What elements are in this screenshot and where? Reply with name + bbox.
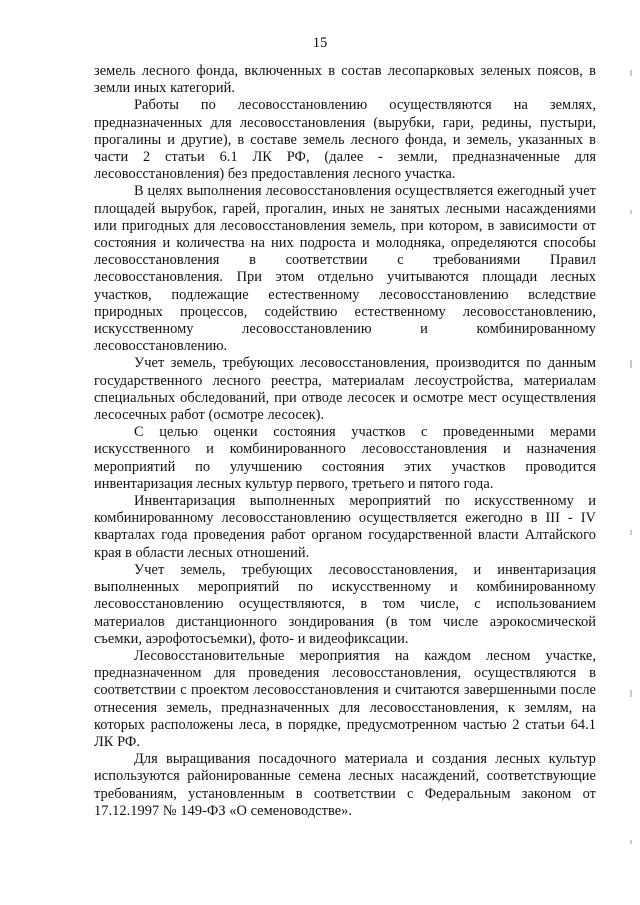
paragraph: Инвентаризация выполненных мероприятий по искусственному и комбинированному лесовосстановлению осуществляется ежегодно в III - IV кварталах года проведения работ органом государственной власти Алтайского края в области лесных отношений.: [94, 493, 596, 561]
paragraph: Лесовосстановительные мероприятия на каждом лесном участке, предназначенном для проведения лесовосстановления, осуществляются в соответствии с проектом лесовосстановления и считаются завершенными после отнесения земель, предназначенных для лесовосстановления, к землям, на которых расположены леса, в порядке, предусмотренном частью 2 статьи 64.1 ЛК РФ.: [94, 647, 596, 750]
page-number: 15: [312, 35, 328, 51]
paragraph: Работы по лесовосстановлению осуществляются на землях, предназначенных для лесовосстановления (вырубки, гари, редины, пустыри, прогалины и другие), в составе земель лесного фонда, и земель, указанных в части 2 статьи 6.1 ЛК РФ, (далее - земли, предназначенные для лесовосстановления) без предоставления лесного участка.: [94, 97, 596, 183]
scan-mark: [630, 840, 632, 844]
paragraph: Учет земель, требующих лесовосстановления, и инвентаризация выполненных мероприятий по искусственному и комбинированному лесовосстановлению осуществляются, в том числе, с использованием материалов дистанционного зондирования (в том числе аэрокосмической съемки, аэрофотосъемки), фото- и видеофиксации.: [94, 561, 596, 647]
paragraph: С целью оценки состояния участков с проведенными мерами искусственного и комбинированного лесовосстановления и назначения мероприятий по улучшению состояния этих участков проводится инвентаризация лесных культур первого, третьего и пятого года.: [94, 424, 596, 492]
paragraph: Учет земель, требующих лесовосстановления, производится по данным государственного лесного реестра, материалам лесоустройства, материалам специальных обследований, при отводе лесосек и осмотре мест осуществления лесосечных работ (осмотре лесосек).: [94, 355, 596, 424]
scan-mark: [630, 530, 632, 535]
paragraph-continuation: земель лесного фонда, включенных в состав лесопарковых зеленых поясов, в земли иных категорий.: [94, 63, 596, 97]
scan-mark: [630, 360, 632, 368]
document-body: [94, 63, 596, 820]
scan-edge-marks: [630, 60, 634, 860]
scan-mark: [630, 70, 632, 76]
scan-mark: [630, 210, 632, 214]
paragraph: Для выращивания посадочного материала и создания лесных культур используются районированные семена лесных насаждений, соответствующие требованиям, установленным в соответствии с Федеральным законом от 17.12.1997 № 149-ФЗ «О семеноводстве».: [94, 751, 596, 819]
paragraph: В целях выполнения лесовосстановления осуществляется ежегодный учет площадей вырубок, гарей, прогалин, иных не занятых лесными насаждениями или пригодных для лесовосстановления земель, при котором, в зависимости от состояния и количества на них подроста и молодняка, определяются способы лесовосстановления в соответствии с требованиями Правил лесовосстановления. При этом отдельно учитываются площади лесных участков, подлежащие естественному лесовосстановлению вследствие природных процессов, содействию естественному лесовосстановлению, искусственному лесовосстановлению и комбинированному лесовосстановлению.: [94, 183, 596, 355]
scan-mark: [630, 690, 632, 697]
